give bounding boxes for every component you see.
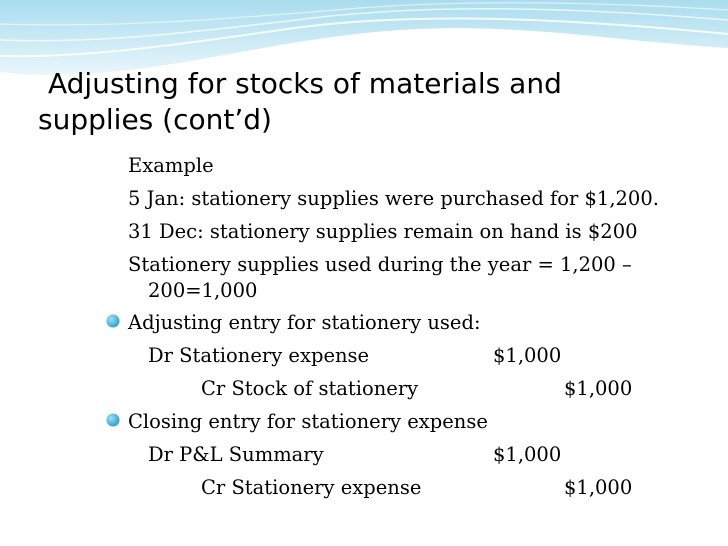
bullet-dot-icon xyxy=(106,314,120,328)
adjusting-debit-line xyxy=(128,343,718,376)
closing-credit-account: Cr Stationery expense xyxy=(201,476,422,499)
adjusting-credit-account: Cr Stock of stationery xyxy=(201,377,419,400)
adjusting-debit-account: Dr Stationery expense xyxy=(148,344,370,367)
closing-entry-heading xyxy=(128,409,718,442)
title-line-1: Adjusting for stocks of materials and xyxy=(48,67,562,100)
example-label: Example xyxy=(128,154,214,177)
adjusting-entry-heading-text: Adjusting entry for stationery used: xyxy=(128,311,481,334)
slide-body xyxy=(128,153,718,508)
adjusting-debit-amount: $1,000 xyxy=(493,344,562,367)
on-hand-line: 31 Dec: stationery supplies remain on hand is $200 xyxy=(128,220,638,243)
slide-title xyxy=(38,66,678,138)
supplies-used-line xyxy=(128,252,718,310)
adjusting-entry-heading xyxy=(128,310,718,343)
adjusting-credit-line xyxy=(128,376,718,409)
supplies-used-line-2: 200=1,000 xyxy=(148,279,258,302)
closing-entry-heading-text: Closing entry for stationery expense xyxy=(128,410,488,433)
adjusting-credit-amount: $1,000 xyxy=(564,377,633,400)
closing-debit-account: Dr P&L Summary xyxy=(148,443,324,466)
title-line-2: supplies (cont’d) xyxy=(38,103,272,136)
supplies-used-line-1: Stationery supplies used during the year = 1,200 – xyxy=(128,253,632,276)
closing-debit-amount: $1,000 xyxy=(493,443,562,466)
bullet-dot-icon xyxy=(106,413,120,427)
purchase-line: 5 Jan: stationery supplies were purchased for $1,200. xyxy=(128,187,659,210)
closing-debit-line xyxy=(128,442,718,475)
closing-credit-line xyxy=(128,475,718,508)
closing-credit-amount: $1,000 xyxy=(564,476,633,499)
